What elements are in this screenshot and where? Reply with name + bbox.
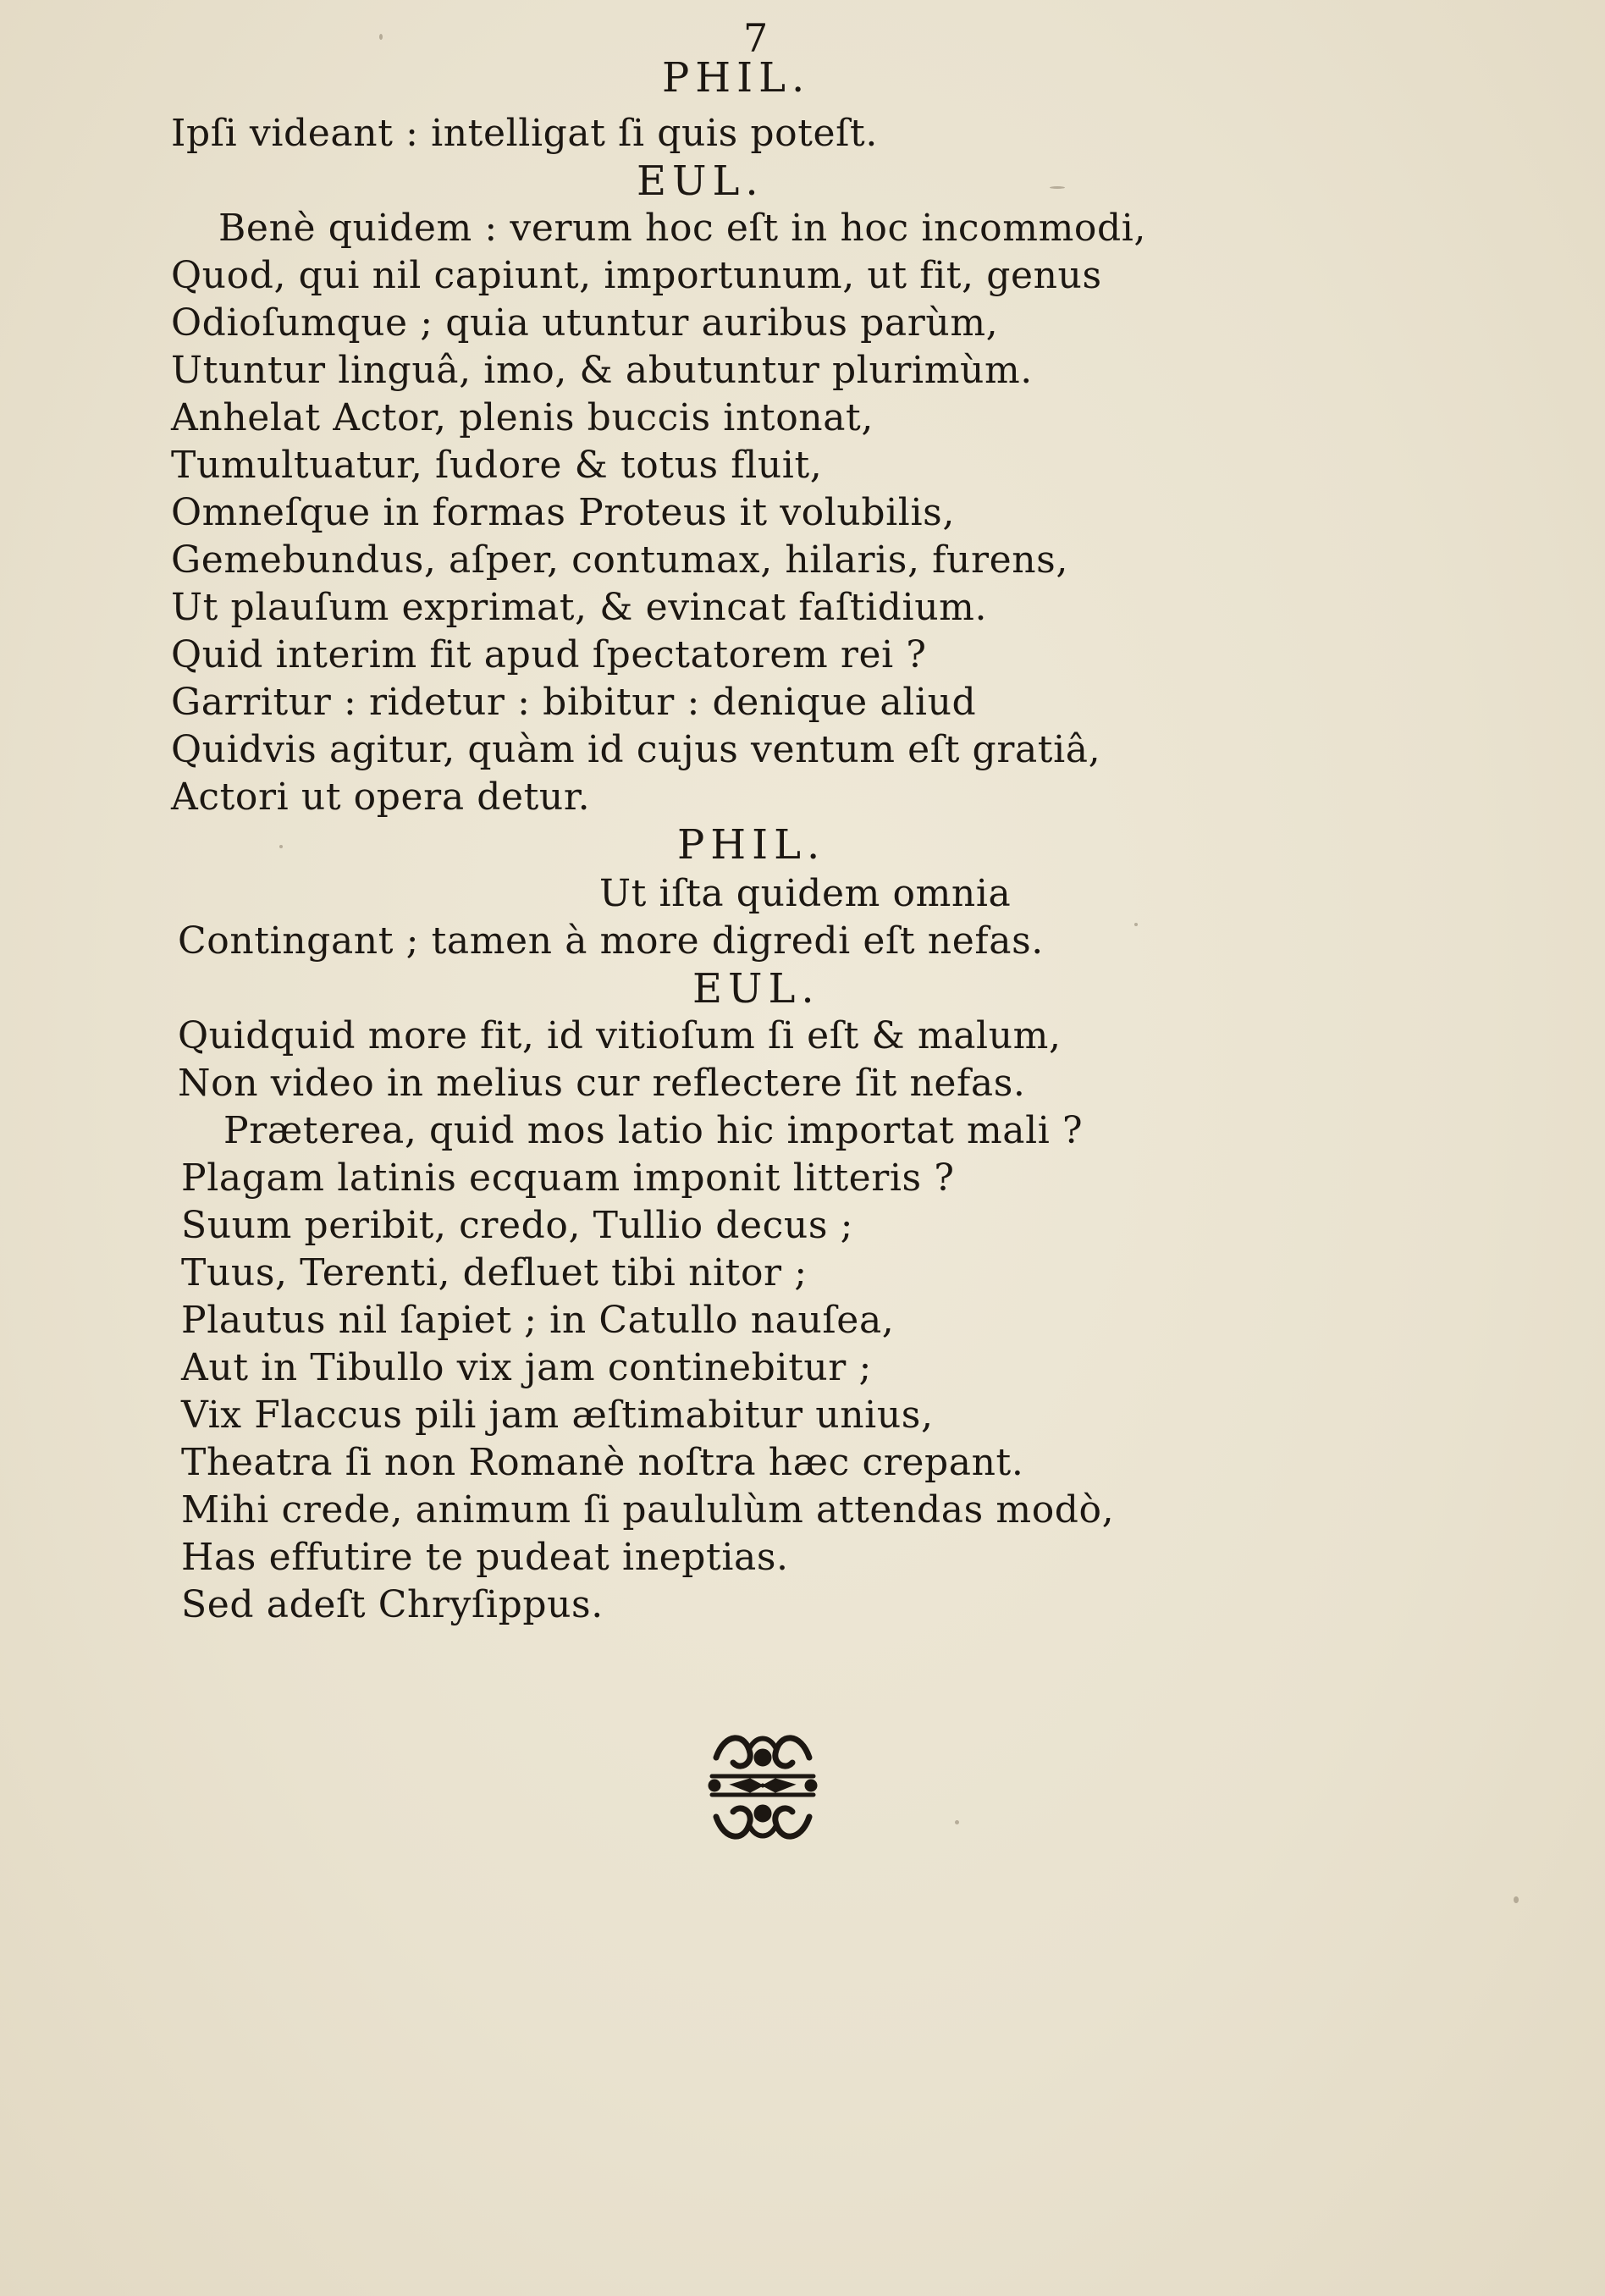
paper-speck [1514, 1896, 1519, 1903]
verse-line: Odioſumque ; quia utuntur auribus parùm, [171, 301, 999, 345]
paper-speck [1050, 186, 1065, 189]
verse-line: Vix Flaccus pili jam æſtimabitur unius, [181, 1394, 934, 1437]
paper-speck [279, 845, 283, 848]
verse-line: Plautus nil ſapiet ; in Catullo nauſea, [181, 1299, 895, 1342]
verse-line: Ut plauſum exprimat, & evincat faſtidium. [171, 586, 988, 629]
verse-line: Gemebundus, aſper, contumax, hilaris, furens, [171, 538, 1068, 582]
paper-speck [1134, 923, 1138, 926]
verse-line: Quid interim fit apud ſpectatorem rei ? [171, 633, 927, 676]
verse-line: Tuus, Terenti, defluet tibi nitor ; [181, 1251, 808, 1294]
verse-line: Ut iſta quidem omnia [599, 872, 1012, 915]
verse-line: Quidvis agitur, quàm id cujus ventum eſt gratiâ, [171, 728, 1101, 771]
verse-line: Garritur : ridetur : bibitur : denique aliud [171, 681, 977, 724]
verse-line: Aut in Tibullo vix jam continebitur ; [181, 1346, 872, 1389]
speaker-heading-eul: EUL. [637, 157, 764, 205]
speaker-heading-eul: EUL. [692, 965, 820, 1013]
verse-line: Omneſque in formas Proteus it volubilis, [171, 491, 955, 534]
verse-line: Ipſi videant : intelligat ſi quis poteſt. [171, 112, 878, 155]
fleuron-ornament-icon [699, 1724, 826, 1851]
speaker-heading-phil: PHIL. [662, 54, 811, 102]
verse-line: Anhelat Actor, plenis buccis intonat, [171, 396, 874, 439]
verse-line: Sed adeſt Chryſippus. [181, 1583, 604, 1626]
speaker-heading-phil: PHIL. [677, 821, 826, 869]
page-number: 7 [743, 15, 769, 61]
verse-line: Has effutire te pudeat ineptias. [181, 1536, 789, 1579]
verse-line: Tumultuatur, ſudore & totus fluit, [171, 444, 823, 487]
paper-speck [379, 34, 383, 40]
paper-speck [955, 1820, 959, 1824]
verse-line: Non video in melius cur reflectere ſit nefas. [178, 1062, 1026, 1105]
verse-line: Suum peribit, credo, Tullio decus ; [181, 1204, 854, 1247]
verse-line: Plagam latinis ecquam imponit litteris ? [181, 1156, 955, 1200]
verse-line: Theatra ſi non Romanè noſtra hæc crepant. [181, 1441, 1024, 1484]
verse-line: Quidquid more fit, id vitioſum ſi eſt & malum, [178, 1014, 1062, 1057]
verse-line: Utuntur linguâ, imo, & abutuntur plurimùm. [171, 349, 1033, 392]
verse-line: Actori ut opera detur. [171, 775, 591, 819]
verse-line: Quod, qui nil capiunt, importunum, ut fit, genus [171, 254, 1102, 297]
verse-line: Benè quidem : verum hoc eſt in hoc incommodi, [218, 207, 1147, 250]
verse-line: Prӕterea, quid mos latio hic importat mali ? [223, 1109, 1084, 1152]
verse-line: Mihi crede, animum ſi paululùm attendas modò, [181, 1488, 1115, 1532]
verse-line: Contingant ; tamen à more digredi eſt nefas. [178, 919, 1044, 963]
